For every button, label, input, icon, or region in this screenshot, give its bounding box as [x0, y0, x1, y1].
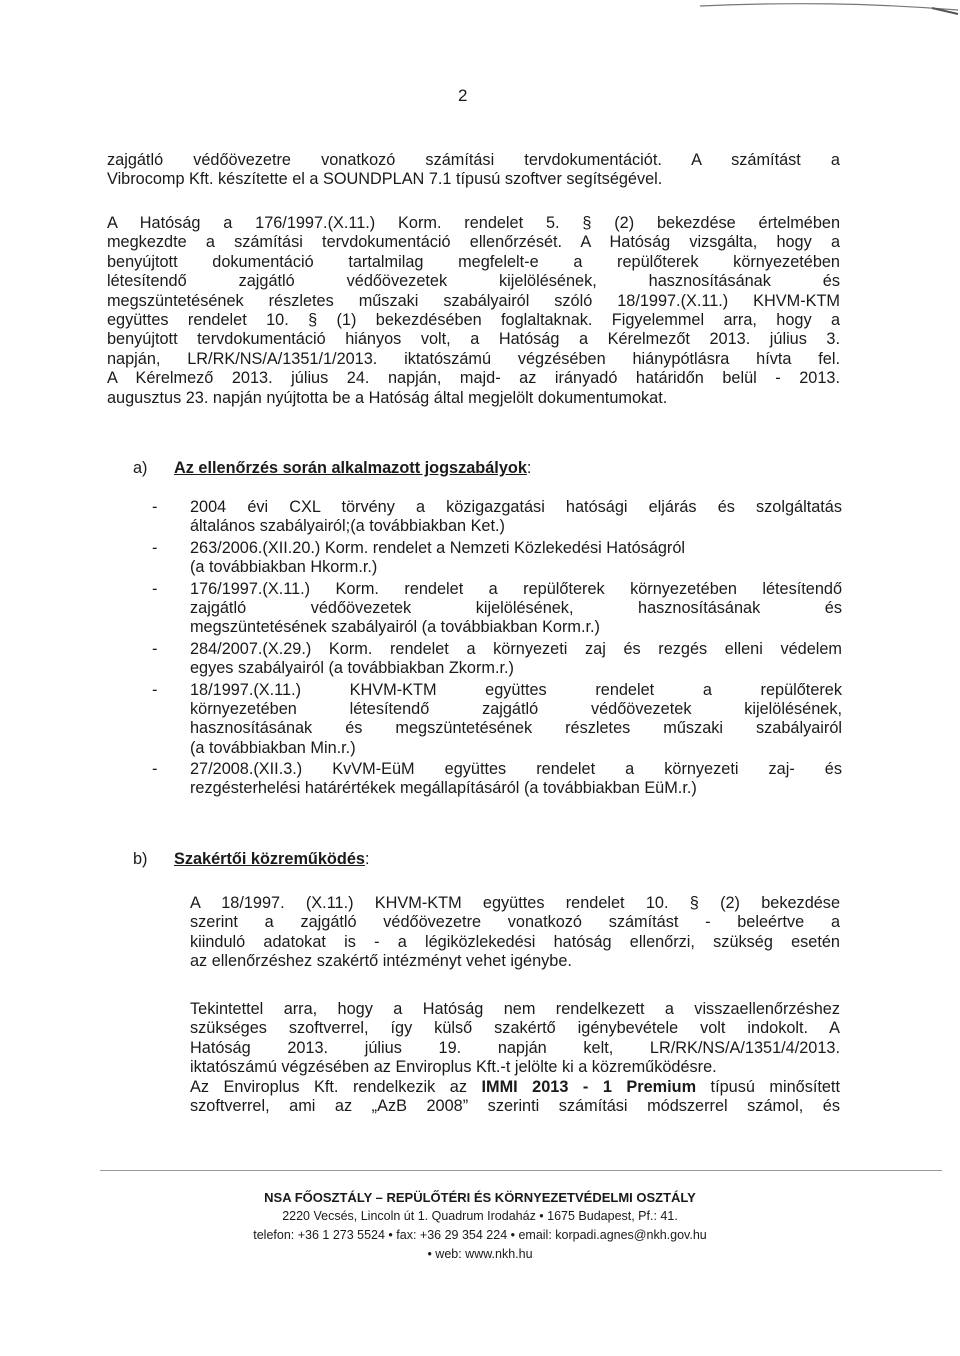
footer: [0, 1188, 960, 1264]
text-line: egyes szabályairól (a továbbiakban Zkorm.r.): [190, 659, 514, 678]
text-line: megszüntetésének részletes műszaki szabályairól szóló 18/1997.(X.11.) KHVM-KTM: [107, 291, 840, 310]
section-a-heading: [133, 459, 531, 478]
list-dash: -: [152, 579, 158, 598]
text-line: 263/2006.(XII.20.) Korm. rendelet a Nemzeti Közlekedési Hatóságról: [190, 538, 686, 557]
text-line: létesítendő zajgátló védőövezetek kijelölésének, hasznosításának és: [107, 272, 840, 291]
text-line: zajgátló védőövezetre vonatkozó számítási tervdokumentációt. A számítást a: [107, 151, 840, 169]
text-line: rezgésterhelési határértékek megállapításáról (a továbbiakban EüM.r.): [190, 779, 697, 798]
footer-contact: telefon: +36 1 273 5524 • fax: +36 29 354 224 • email: korpadi.agnes@nkh.gov.hu: [253, 1228, 707, 1242]
section-colon: :: [526, 459, 532, 477]
text-run: típusú minősített: [696, 1077, 840, 1096]
text-line: [190, 1078, 840, 1097]
text-line: kiinduló adatokat is - a légiközlekedési hatóság ellenőrzi, szükség esetén: [190, 932, 840, 951]
section-colon: :: [364, 850, 370, 868]
text-line: Vibrocomp Kft. készítette el a SOUNDPLAN 7.1 típusú szoftver segítségével.: [107, 170, 663, 189]
expert-paragraph-1: [190, 894, 840, 972]
section-title: Az ellenőrzés során alkalmazott jogszabályok: [174, 459, 527, 477]
text-line: A 18/1997. (X.11.) KHVM-KTM együttes rendelet 10. § (2) bekezdése: [190, 894, 840, 912]
section-b-heading: [133, 850, 369, 869]
footer-divider: [100, 1170, 942, 1171]
text-run: Az Enviroplus Kft. rendelkezik az: [190, 1077, 482, 1096]
text-line: Hatóság 2013. július 19. napján kelt, LR/RK/NS/A/1351/4/2013.: [190, 1038, 840, 1057]
text-line: A Hatóság a 176/1997.(X.11.) Korm. rendelet 5. § (2) bekezdése értelmében: [107, 214, 840, 232]
list-dash: -: [152, 639, 158, 658]
text-line: együttes rendelet 10. § (1) bekezdésében foglaltaknak. Figyelemmel arra, hogy a: [107, 310, 840, 329]
text-line: zajgátló védőövezetek kijelölésének, hasznosításának és: [190, 598, 842, 617]
text-line: iktatószámú végzésében az Enviroplus Kft.-t jelölte ki a közreműködésre.: [190, 1058, 717, 1077]
text-line: 27/2008.(XII.3.) KvVM-EüM együttes rendelet a környezeti zaj- és: [190, 760, 842, 779]
list-item: [152, 640, 842, 679]
text-line: augusztus 23. napján nyújtotta be a Hatóság által megjelölt dokumentumokat.: [107, 388, 668, 407]
laws-list: [152, 498, 842, 799]
list-item: [152, 760, 842, 799]
text-line: szerint a zajgátló védőövezetre vonatkozó számítást - beleértve a: [190, 913, 840, 932]
text-line: 18/1997.(X.11.) KHVM-KTM együttes rendelet a repülőterek: [190, 680, 842, 699]
text-line: megkezdte a számítási tervdokumentáció ellenőrzését. A Hatóság vizsgálta, hogy a: [107, 233, 840, 252]
list-item: [152, 539, 842, 578]
list-item: [152, 498, 842, 537]
software-name: IMMI 2013 - 1 Premium: [481, 1077, 697, 1096]
list-dash: -: [152, 760, 158, 779]
text-line: 2004 évi CXL törvény a közigazgatási hatósági eljárás és szolgáltatás: [190, 498, 842, 516]
section-letter: b): [133, 850, 148, 868]
text-line: (a továbbiakban Min.r.): [190, 738, 356, 757]
text-line: (a továbbiakban Hkorm.r.): [190, 558, 378, 577]
text-line: benyújtott tervdokumentáció hiányos volt, a Hatóság a Kérelmezőt 2013. július 3.: [107, 330, 840, 349]
text-line: általános szabályairól;(a továbbiakban Ket.): [190, 517, 505, 536]
text-line: benyújtott dokumentáció tartalmilag megfelelt-e a repülőterek környezetében: [107, 252, 840, 271]
text-line: 284/2007.(X.29.) Korm. rendelet a környezeti zaj és rezgés elleni védelem: [190, 639, 842, 658]
review-paragraph: [107, 214, 840, 408]
list-dash: -: [152, 680, 158, 699]
footer-address: 2220 Vecsés, Lincoln út 1. Quadrum Irodaház • 1675 Budapest, Pf.: 41.: [282, 1209, 678, 1223]
list-dash: -: [152, 538, 158, 557]
expert-paragraph-2: [190, 1000, 840, 1116]
text-line: szoftverrel, ami az „AzB 2008” szerinti számítási módszerrel számol, és: [190, 1096, 840, 1115]
text-line: megszüntetésének szabályairól (a továbbiakban Korm.r.): [190, 618, 600, 637]
text-line: környezetében létesítendő zajgátló védőövezetek kijelölésének,: [190, 699, 842, 718]
text-line: napján, LR/RK/NS/A/1351/1/2013. iktatószámú végzésében hiánypótlásra hívta fel.: [107, 349, 840, 368]
page-number: 2: [458, 86, 468, 105]
footer-web: • web: www.nkh.hu: [427, 1247, 533, 1261]
list-dash: -: [152, 498, 158, 516]
text-line: hasznosításának és megszüntetésének részletes műszaki szabályairól: [190, 719, 842, 738]
text-line: A Kérelmező 2013. július 24. napján, majd- az irányadó határidőn belül - 2013.: [107, 369, 840, 388]
text-line: az ellenőrzéshez szakértő intézményt vehet igénybe.: [190, 952, 572, 971]
intro-paragraph: [107, 151, 840, 190]
section-letter: a): [133, 459, 148, 477]
text-line: 176/1997.(X.11.) Korm. rendelet a repülőterek környezetében létesítendő: [190, 579, 842, 598]
scan-edge-mark: [700, 0, 960, 40]
text-line: szükséges szoftverrel, így külső szakértő igénybevétele volt indokolt. A: [190, 1019, 840, 1038]
list-item: [152, 580, 842, 638]
footer-title: NSA FŐOSZTÁLY – REPÜLŐTÉRI ÉS KÖRNYEZETVÉDELMI OSZTÁLY: [264, 1190, 696, 1205]
text-line: Tekintettel arra, hogy a Hatóság nem rendelkezett a visszaellenőrzéshez: [190, 1000, 840, 1018]
section-title: Szakértői közreműködés: [174, 850, 365, 868]
list-item: [152, 681, 842, 759]
